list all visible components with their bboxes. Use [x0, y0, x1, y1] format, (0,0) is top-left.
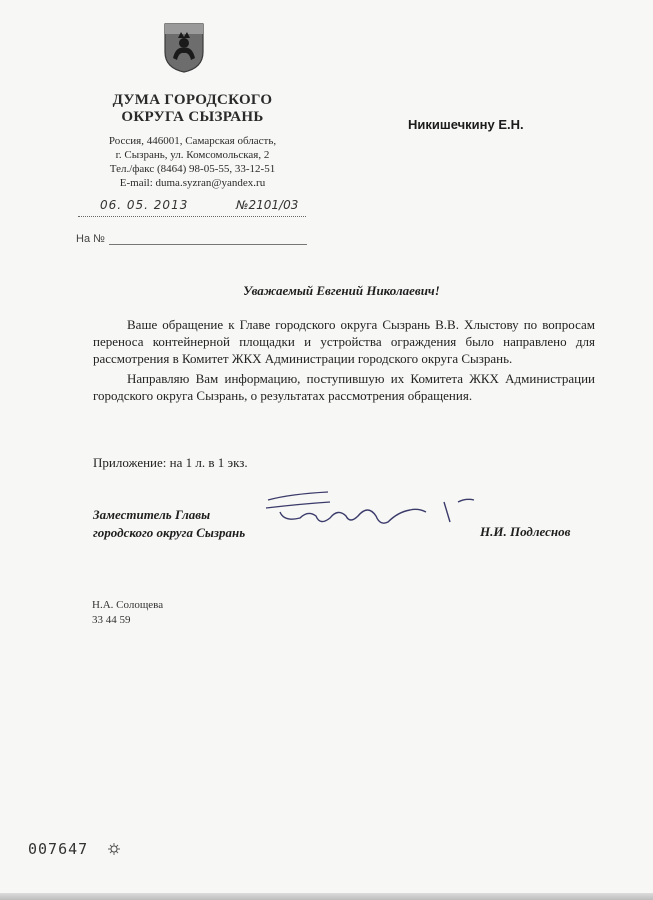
registration-date: 06. 05. 2013 — [100, 198, 189, 212]
letter-body — [93, 316, 595, 404]
email-line: E-mail: duma.syzran@yandex.ru — [119, 177, 266, 189]
organization-address — [80, 134, 305, 190]
executor-info — [92, 598, 163, 628]
serial-number: 007647 — [28, 840, 89, 858]
recipient-name: Никишечкину Е.Н. — [408, 117, 524, 132]
address-line: Россия, 446001, Самарская область, — [108, 135, 277, 147]
city-coat-of-arms-icon — [163, 22, 205, 74]
attachment-note: Приложение: на 1 л. в 1 экз. — [93, 455, 248, 470]
signatory-title-line1: Заместитель Главы — [93, 507, 211, 522]
serial-mark-icon — [108, 843, 120, 855]
address-line: г. Сызрань, ул. Комсомольская, 2 — [115, 149, 270, 161]
signatory-name: Н.И. Подлеснов — [480, 524, 571, 539]
body-paragraph: Направляю Вам информацию, поступившую их Комитета ЖКХ Администрации городского округа Сызрань, о результатах рассмотрения обращения. — [93, 371, 595, 403]
handwritten-signature — [260, 482, 490, 542]
body-paragraph: Ваше обращение к Главе городского округа Сызрань В.В. Хлыстову по вопросам переноса контейнерной площадки и устройства ограждения было направлено для рассмотрения в Комитет ЖКХ Администрации городского округа Сызрань. — [93, 317, 595, 366]
reply-reference-line — [109, 244, 307, 245]
salutation: Уважаемый Евгений Николаевич! — [243, 283, 440, 298]
page-bottom-edge — [0, 893, 653, 900]
organization-name — [80, 92, 305, 126]
registration-number: №2101/03 — [236, 198, 299, 212]
phone-line: Тел./факс (8464) 98-05-55, 33-12-51 — [109, 163, 276, 175]
organization-name-line2: ОКРУГА СЫЗРАНЬ — [121, 109, 264, 125]
signatory-title — [93, 506, 245, 542]
reply-reference-label: На № — [76, 233, 105, 245]
signatory-title-line2: городского округа Сызрань — [93, 525, 246, 540]
executor-name: Н.А. Солощева — [92, 599, 164, 611]
executor-phone: 33 44 59 — [92, 614, 131, 626]
organization-name-line1: ДУМА ГОРОДСКОГО — [112, 92, 273, 108]
